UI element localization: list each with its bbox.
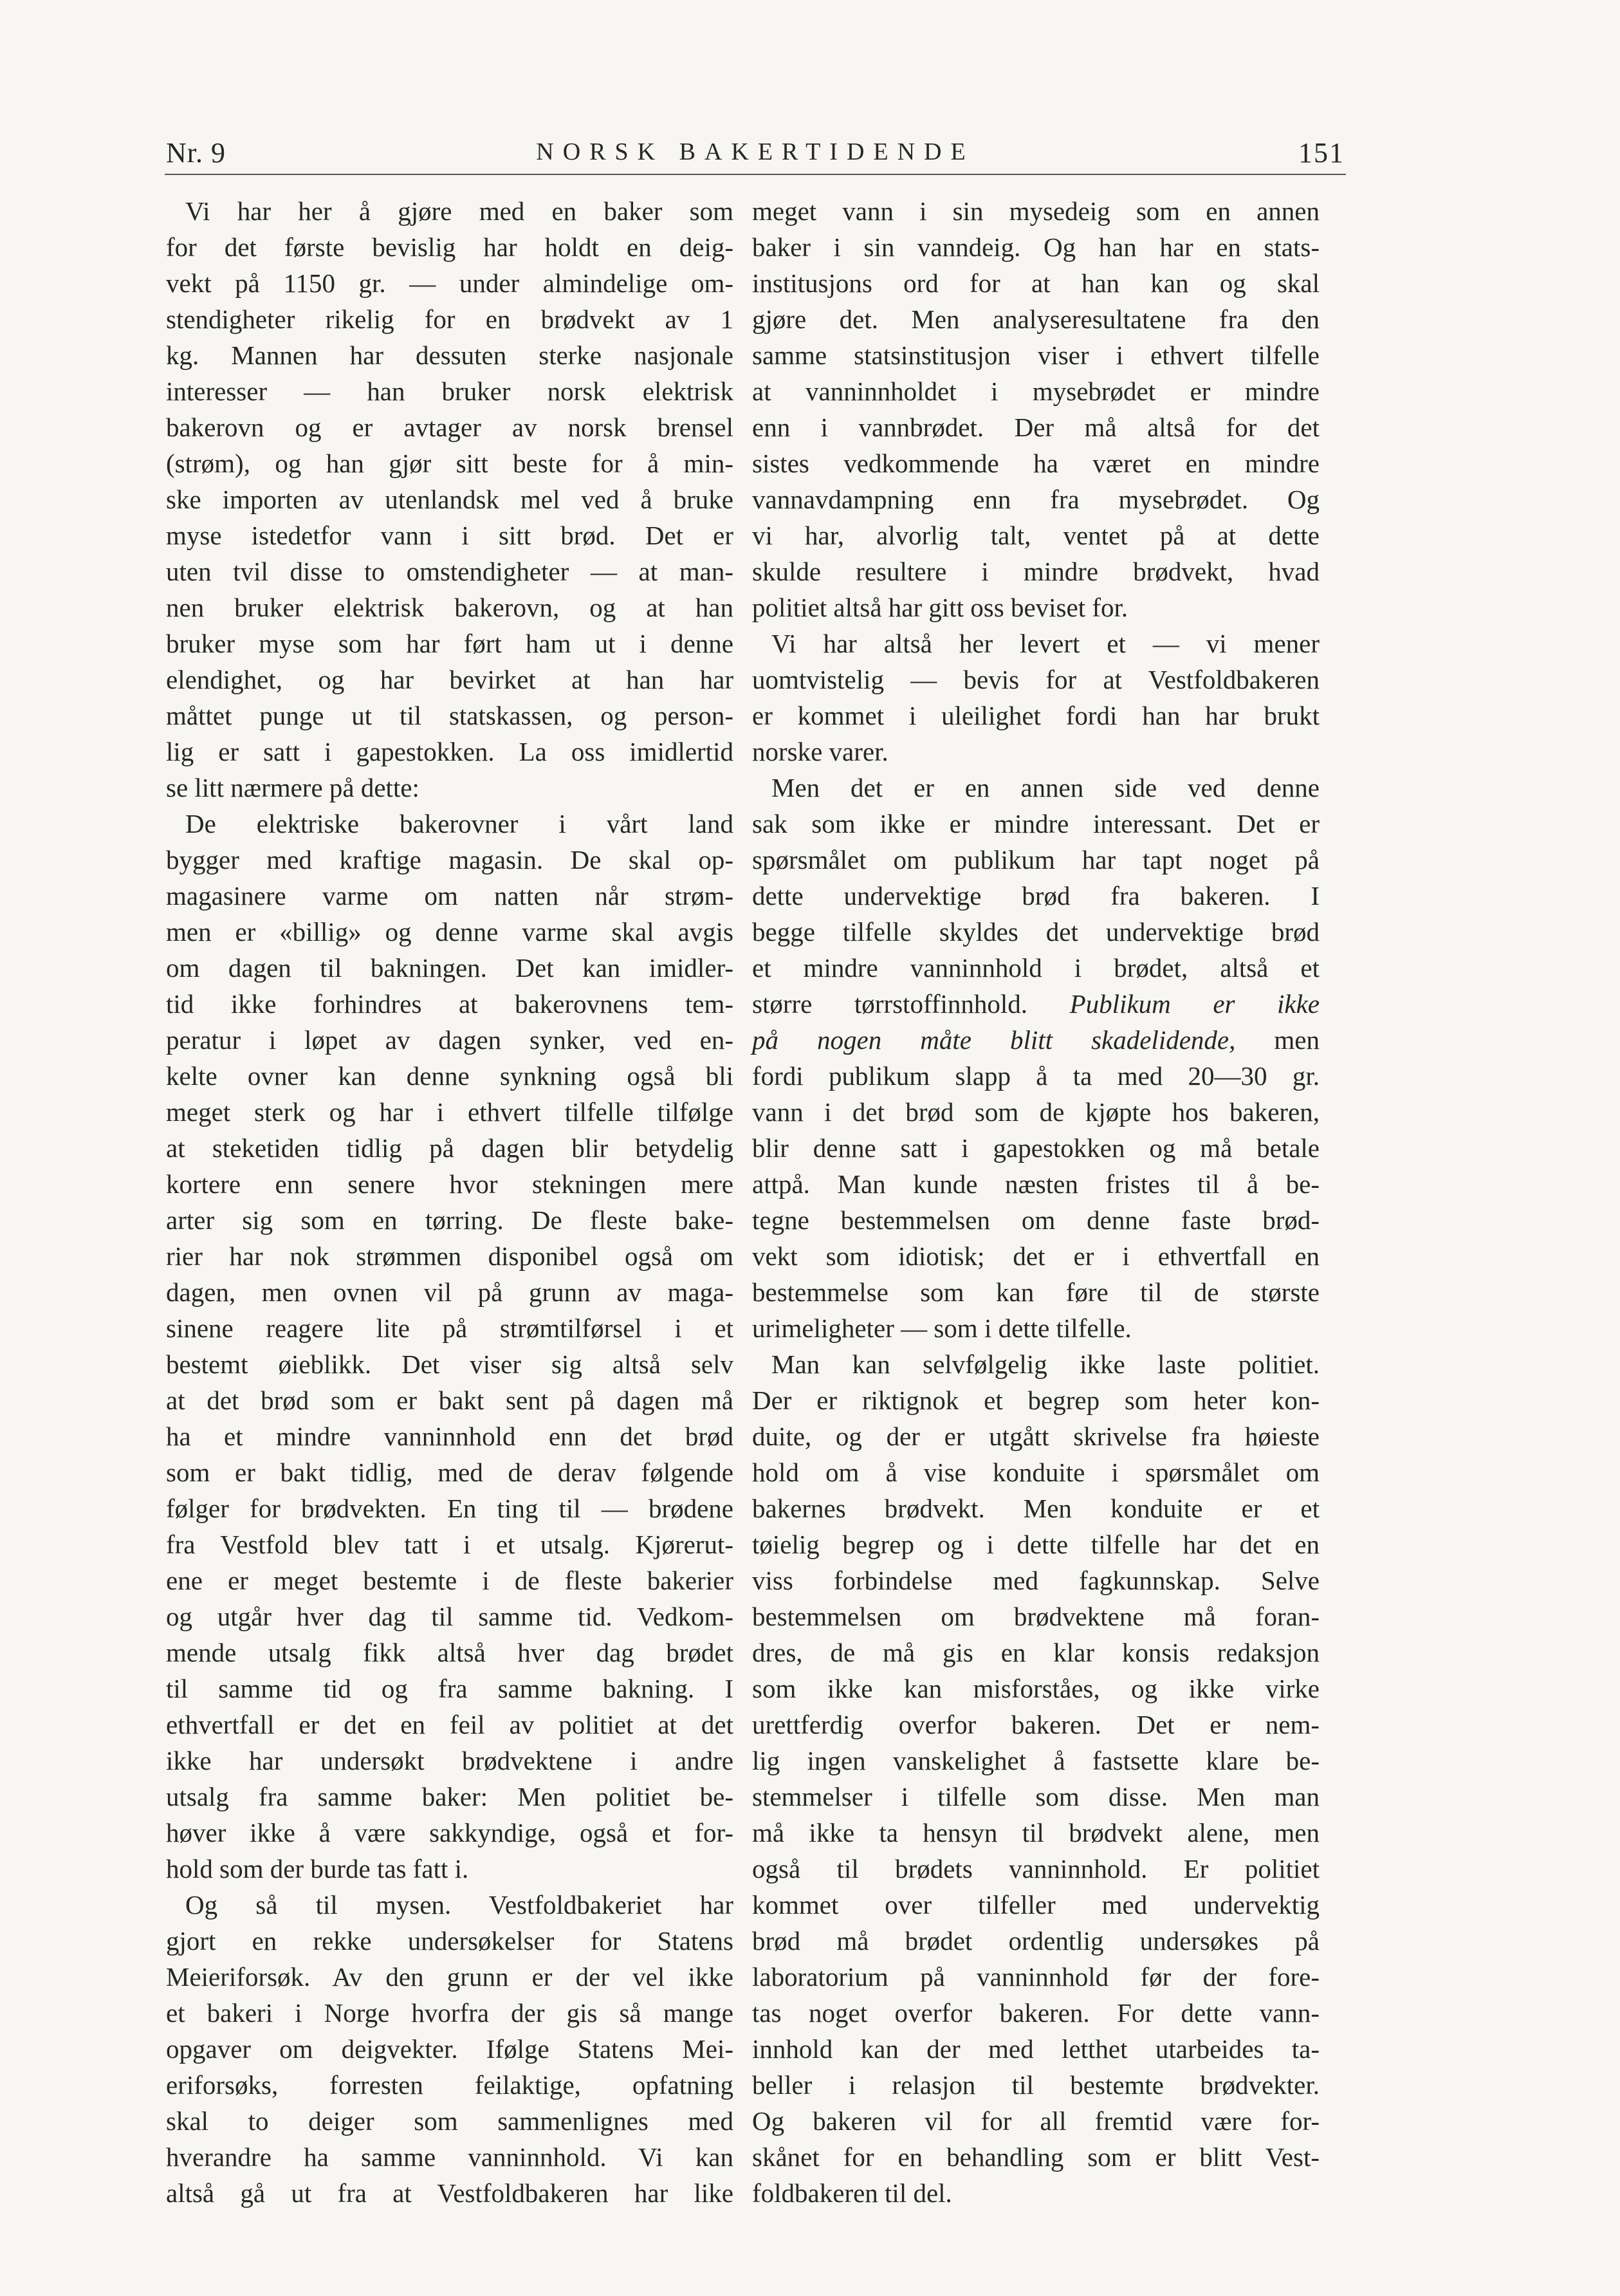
text-line: se litt nærmere på dette: — [166, 773, 419, 802]
text-line: er kommet i uleilighet fordi han har brukt — [752, 701, 1320, 730]
text-line: som er bakt tidlig, med de derav følgende — [166, 1458, 733, 1487]
text-line: beller i relasjon til bestemte brødvekter. — [752, 2070, 1320, 2100]
text-line: norske varer. — [752, 737, 888, 766]
text-line: nen bruker elektrisk bakerovn, og at han — [166, 593, 733, 622]
text-line: vann i det brød som de kjøpte hos bakeren, — [752, 1097, 1320, 1127]
text-line: vekt som idiotisk; det er i ethvertfall en — [752, 1241, 1320, 1271]
text-line: viss forbindelse med fagkunnskap. Selve — [752, 1566, 1320, 1595]
text-line: at vanninnholdet i mysebrødet er mindre — [752, 376, 1320, 406]
text-line: enn i vannbrødet. Der må altså for det — [752, 412, 1320, 442]
text-line: Og bakeren vil for all fremtid være for- — [752, 2106, 1320, 2136]
text-line: foldbakeren til del. — [752, 2178, 952, 2208]
italic-text-segment: på nogen måte blitt skadelidende, — [752, 1025, 1236, 1055]
text-line: dagen, men ovnen vil på grunn av maga- — [166, 1277, 733, 1307]
text-line: meget sterk og har i ethvert tilfelle tilfølge — [166, 1097, 733, 1127]
text-line: bakernes brødvekt. Men konduite er et — [752, 1494, 1320, 1523]
text-line: ene er meget bestemte i de fleste bakerier — [166, 1566, 733, 1595]
text-line: sistes vedkommende ha været en mindre — [752, 449, 1320, 478]
text-line: innhold kan der med letthet utarbeides ta- — [752, 2034, 1320, 2064]
right-column — [752, 193, 1320, 2208]
text-line: fra Vestfold blev tatt i et utsalg. Kjørerut- — [166, 1530, 733, 1559]
text-line: tas noget overfor bakeren. For dette vann- — [752, 1998, 1320, 2028]
text-line: ske importen av utenlandsk mel ved å bruke — [166, 485, 733, 514]
text-line: blir denne satt i gapestokken og må betale — [752, 1133, 1320, 1163]
text-line: hold om å vise konduite i spørsmålet om — [752, 1458, 1320, 1487]
text-line: uten tvil disse to omstendigheter — at man- — [166, 557, 733, 586]
text-line: institusjons ord for at han kan og skal — [752, 268, 1320, 298]
text-line: dres, de må gis en klar konsis redaksjon — [752, 1638, 1320, 1667]
text-line: gjort en rekke undersøkelser for Statens — [166, 1926, 733, 1956]
text-line: som ikke kan misforståes, og ikke virke — [752, 1674, 1320, 1703]
text-line: myse istedetfor vann i sitt brød. Det er — [166, 521, 733, 550]
text-line: baker i sin vanndeig. Og han har en stats- — [752, 232, 1320, 262]
text-line: meget vann i sin mysedeig som en annen — [752, 196, 1320, 226]
left-column — [166, 193, 733, 2208]
text-line: et bakeri i Norge hvorfra der gis så mange — [166, 1998, 733, 2028]
text-line: tid ikke forhindres at bakerovnens tem- — [166, 989, 733, 1019]
text-line: arter sig som en tørring. De fleste bake- — [166, 1205, 733, 1235]
text-line: om dagen til bakningen. Det kan imidler- — [166, 953, 733, 983]
issue-number: Nr. 9 — [166, 137, 226, 169]
text-line: dette undervektige brød fra bakeren. I — [752, 881, 1320, 911]
text-line: bestemt øieblikk. Det viser sig altså selv — [166, 1349, 733, 1379]
text-line: Vi har altså her levert et — vi mener — [771, 629, 1320, 658]
text-line: bruker myse som har ført ham ut i denne — [166, 629, 733, 658]
text-line: samme statsinstitusjon viser i ethvert tilfelle — [752, 340, 1320, 370]
text-line: må ikke ta hensyn til brødvekt alene, men — [752, 1818, 1320, 1847]
text-line: peratur i løpet av dagen synker, ved en- — [166, 1025, 733, 1055]
text-line: følger for brødvekten. En ting til — brødene — [166, 1494, 733, 1523]
text-line: men er «billig» og denne varme skal avgis — [166, 917, 733, 947]
text-line: politiet altså har gitt oss beviset for. — [752, 593, 1128, 622]
publication-title: NORSK BAKERTIDENDE — [536, 138, 975, 165]
text-line: mende utsalg fikk altså hver dag brødet — [166, 1638, 733, 1667]
text-line: måttet punge ut til statskassen, og person- — [166, 701, 733, 730]
text-line: tegne bestemmelsen om denne faste brød- — [752, 1205, 1320, 1235]
text-line: magasinere varme om natten når strøm- — [166, 881, 733, 911]
text-line: begge tilfelle skyldes det undervektige brød — [752, 917, 1320, 947]
text-line: brød må brødet ordentlig undersøkes på — [752, 1926, 1320, 1956]
text-line: urettferdig overfor bakeren. Det er nem- — [752, 1710, 1320, 1739]
text-line: at steketiden tidlig på dagen blir betydelig — [166, 1133, 733, 1163]
text-line: altså gå ut fra at Vestfoldbakeren har like — [166, 2178, 733, 2208]
text-line: lig er satt i gapestokken. La oss imidlertid — [166, 737, 733, 766]
text-line: kelte ovner kan denne synkning også bli — [166, 1061, 733, 1091]
text-line: bestemmelsen om brødvektene må foran- — [752, 1602, 1320, 1631]
text-line: utsalg fra samme baker: Men politiet be- — [166, 1782, 733, 1811]
text-line: og utgår hver dag til samme tid. Vedkom- — [166, 1602, 733, 1631]
text-line: (strøm), og han gjør sitt beste for å min- — [166, 449, 733, 478]
text-line: sinene reagere lite på strømtilførsel i et — [166, 1313, 733, 1343]
text-line: Der er riktignok et begrep som heter kon- — [752, 1385, 1320, 1415]
text-line: duite, og der er utgått skrivelse fra høieste — [752, 1421, 1320, 1451]
text-line: gjøre det. Men analyseresultatene fra den — [752, 304, 1320, 334]
italic-text-segment: Publikum er ikke — [1069, 989, 1320, 1019]
text-line: interesser — han bruker norsk elektrisk — [166, 376, 733, 406]
text-line: opgaver om deigvekter. Ifølge Statens Mei- — [166, 2034, 733, 2064]
plain-text-segment: større tørrstoffinnhold. — [752, 989, 1028, 1019]
text-line: til samme tid og fra samme bakning. I — [166, 1674, 733, 1703]
text-line: stemmelser i tilfelle som disse. Men man — [752, 1782, 1320, 1811]
page-number: 151 — [1298, 137, 1345, 169]
text-line: høver ikke å være sakkyndige, også et for- — [166, 1818, 733, 1847]
text-line — [752, 1022, 1320, 1058]
text-line: lig ingen vanskelighet å fastsette klare be- — [752, 1746, 1320, 1775]
text-line: skånet for en behandling som er blitt Vest- — [752, 2142, 1320, 2172]
text-line: Meieriforsøk. Av den grunn er der vel ikke — [166, 1962, 733, 1992]
text-line: laboratorium på vanninnhold før der fore- — [752, 1962, 1320, 1992]
text-line: for det første bevislig har holdt en deig- — [166, 232, 733, 262]
text-line: uomtvistelig — bevis for at Vestfoldbakeren — [752, 665, 1320, 694]
text-line: attpå. Man kunde næsten fristes til å be- — [752, 1169, 1320, 1199]
text-line: eriforsøks, forresten feilaktige, opfatning — [166, 2070, 733, 2100]
text-line: vekt på 1150 gr. — under almindelige om- — [166, 268, 733, 298]
text-line: Man kan selvfølgelig ikke laste politiet. — [771, 1349, 1320, 1379]
text-line: bygger med kraftige magasin. De skal op- — [166, 845, 733, 875]
text-line: ethvertfall er det en feil av politiet at det — [166, 1710, 733, 1739]
text-line: ikke har undersøkt brødvektene i andre — [166, 1746, 733, 1775]
text-line: vannavdampning enn fra mysebrødet. Og — [752, 485, 1320, 514]
text-line: vi har, alvorlig talt, ventet på at dette — [752, 521, 1320, 550]
text-line: tøielig begrep og i dette tilfelle har det en — [752, 1530, 1320, 1559]
plain-text-segment: men — [1274, 1025, 1320, 1055]
text-line: rier har nok strømmen disponibel også om — [166, 1241, 733, 1271]
text-line: kg. Mannen har dessuten sterke nasjonale — [166, 340, 733, 370]
text-line: også til brødets vanninnhold. Er politiet — [752, 1854, 1320, 1884]
text-line: at det brød som er bakt sent på dagen må — [166, 1385, 733, 1415]
text-line: hverandre ha samme vanninnhold. Vi kan — [166, 2142, 733, 2172]
page-header — [165, 129, 1346, 175]
text-line: Og så til mysen. Vestfoldbakeriet har — [185, 1890, 733, 1920]
text-line: skal to deiger som sammenlignes med — [166, 2106, 733, 2136]
text-line: skulde resultere i mindre brødvekt, hvad — [752, 557, 1320, 586]
text-line: stendigheter rikelig for en brødvekt av 1 — [166, 304, 733, 334]
text-line: Men det er en annen side ved denne — [771, 773, 1320, 802]
text-line: elendighet, og har bevirket at han har — [166, 665, 733, 694]
text-line: kommet over tilfeller med undervektig — [752, 1890, 1320, 1920]
text-line: urimeligheter — som i dette tilfelle. — [752, 1313, 1132, 1343]
text-line — [752, 986, 1320, 1022]
text-line: kortere enn senere hvor stekningen mere — [166, 1169, 733, 1199]
text-line: hold som der burde tas fatt i. — [166, 1854, 469, 1884]
text-line: sak som ikke er mindre interessant. Det er — [752, 809, 1320, 838]
text-line: bakerovn og er avtager av norsk brensel — [166, 412, 733, 442]
text-line: fordi publikum slapp å ta med 20—30 gr. — [752, 1061, 1320, 1091]
text-line: et mindre vanninnhold i brødet, altså et — [752, 953, 1320, 983]
text-line: Vi har her å gjøre med en baker som — [185, 196, 733, 226]
text-line: spørsmålet om publikum har tapt noget på — [752, 845, 1320, 875]
text-line: bestemmelse som kan føre til de største — [752, 1277, 1320, 1307]
text-line: ha et mindre vanninnhold enn det brød — [166, 1421, 733, 1451]
text-line: De elektriske bakerovner i vårt land — [185, 809, 733, 838]
